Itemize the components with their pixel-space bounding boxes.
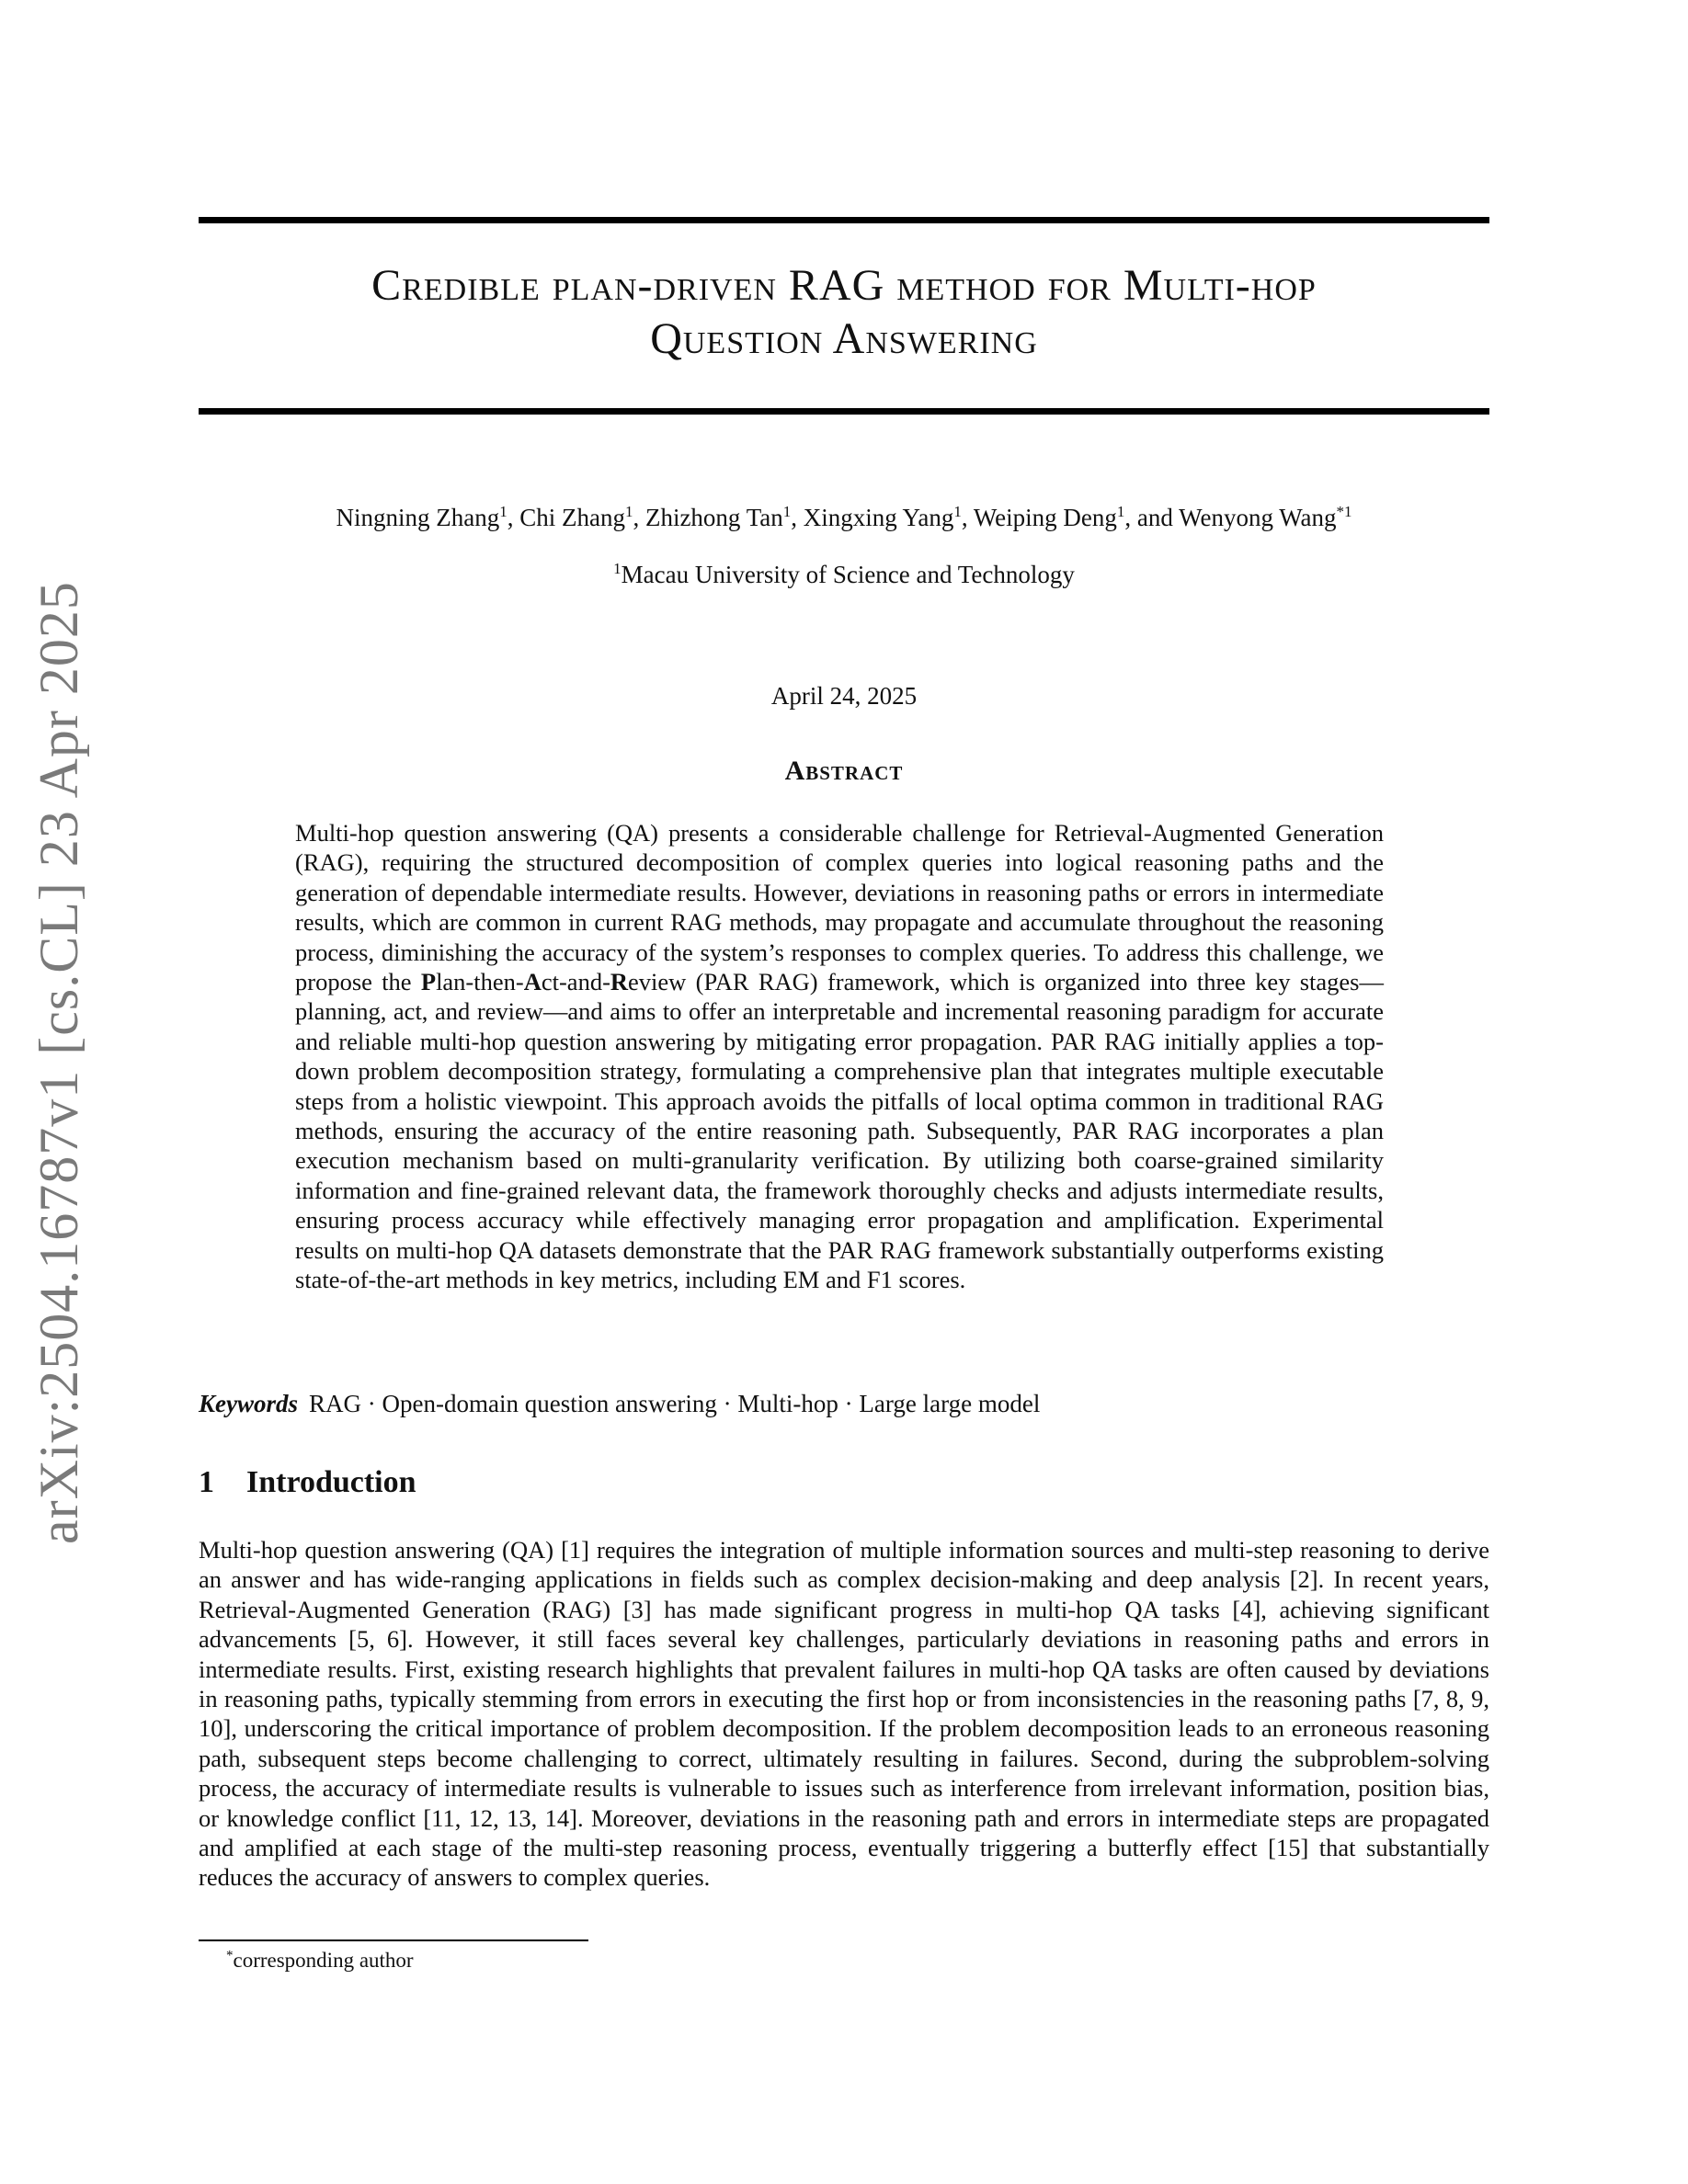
title-line-2: Question Answering: [650, 314, 1038, 363]
arxiv-identifier-stamp: arXiv:2504.16787v1 [cs.CL] 23 Apr 2025: [29, 581, 89, 1544]
abstract-text-part: lan-then-: [436, 968, 524, 996]
section-number: 1: [199, 1465, 214, 1499]
author-name: Chi Zhang: [519, 504, 625, 531]
footnote-mark: *: [226, 1948, 234, 1963]
author-affiliation-mark: 1: [953, 503, 962, 520]
footnote-rule: [199, 1939, 588, 1941]
affiliation-name: Macau University of Science and Technology: [621, 561, 1075, 588]
author-separator: ,: [507, 504, 520, 531]
author-name: Weiping Deng: [973, 504, 1117, 531]
author-separator: , and: [1124, 504, 1180, 531]
title-bottom-rule: [199, 408, 1489, 415]
section-title: Introduction: [246, 1465, 416, 1499]
affiliation-mark: 1: [613, 560, 622, 577]
abstract-bold-letter: A: [523, 968, 542, 996]
author-affiliation-mark: 1: [1116, 503, 1125, 520]
keywords-line: [199, 1390, 1489, 1418]
author-list: [199, 504, 1489, 532]
keywords-label: Keywords: [199, 1390, 298, 1417]
abstract-bold-letter: R: [610, 968, 629, 996]
author-name: Xingxing Yang: [803, 504, 954, 531]
author-name: Zhizhong Tan: [644, 504, 783, 531]
author-affiliation-mark: 1: [782, 503, 792, 520]
author-affiliation-mark: 1: [624, 503, 633, 520]
footnote: [226, 1949, 414, 1973]
paper-date: April 24, 2025: [770, 682, 918, 710]
author-separator: ,: [633, 504, 645, 531]
keywords-items: RAG · Open-domain question answering · Multi-hop · Large large model: [309, 1390, 1041, 1417]
affiliation: [199, 561, 1489, 589]
paper-title: [199, 259, 1489, 366]
author-affiliation-mark: 1: [499, 503, 508, 520]
title-line-1: Credible plan-driven RAG method for Multi-hop: [371, 261, 1317, 310]
author-name: Ningning Zhang: [336, 504, 500, 531]
abstract-text-part: Multi-hop question answering (QA) presents a considerable challenge for Retrieval-Augmented Generation (RAG), requiring the structured decomposition of complex queries into logical reasoning paths and the generation of dependable intermediate results. However, deviations in reasoning paths or errors in intermediate results, which are common in current RAG methods, may propagate and accumulate throughout the reasoning process, diminishing the accuracy of the system’s responses to complex queries. To address this challenge, we propose the: [295, 819, 1384, 996]
abstract-text-part: eview (PAR RAG) framework, which is organized into three key stages—planning, act, and review—and aims to offer an interpretable and incremental reasoning paradigm for accurate and reliable multi-hop question answering by mitigating error propagation. PAR RAG initially applies a top-down problem decomposition strategy, formulating a comprehensive plan that integrates multiple executable steps from a holistic viewpoint. This approach avoids the pitfalls of local optima common in traditional RAG methods, ensuring the accuracy of the entire reasoning path. Subsequently, PAR RAG incorporates a plan execution mechanism based on multi-granularity verification. By utilizing both coarse-grained similarity information and fine-grained relevant data, the framework thoroughly checks and adjusts intermediate results, ensuring process accuracy while effectively managing error propagation and amplification. Experimental results on multi-hop QA datasets demonstrate that the PAR RAG framework substantially outperforms existing state-of-the-art methods in key metrics, including EM and F1 scores.: [295, 968, 1384, 1294]
abstract-bold-letter: P: [420, 968, 437, 996]
author-affiliation-mark: *1: [1336, 503, 1352, 520]
author-name: Wenyong Wang: [1179, 504, 1337, 531]
abstract-text-part: ct-and-: [541, 968, 610, 996]
footnote-text: corresponding author: [233, 1949, 414, 1972]
abstract-heading: Abstract: [784, 756, 904, 786]
abstract-text: [295, 818, 1384, 1295]
title-top-rule: [199, 217, 1489, 223]
section-heading-introduction: [199, 1465, 416, 1500]
author-separator: ,: [961, 504, 974, 531]
introduction-paragraph: Multi-hop question answering (QA) [1] requires the integration of multiple information sources and multi-step reasoning to derive an answer and has wide-ranging applications in fields such as complex decision-making and deep analysis [2]. In recent years, Retrieval-Augmented Generation (RAG) [3] has made significant progress in multi-hop QA tasks [4], achieving significant advancements [5, 6]. However, it still faces several key challenges, particularly deviations in reasoning paths and errors in intermediate results. First, existing research highlights that prevalent failures in multi-hop QA tasks are often caused by deviations in reasoning paths, typically stemming from errors in executing the first hop or from inconsistencies in the reasoning paths [7, 8, 9, 10], underscoring the critical importance of problem decomposition. If the problem decomposition leads to an erroneous reasoning path, subsequent steps become challenging to correct, ultimately resulting in failures. Second, during the subproblem-solving process, the accuracy of intermediate results is vulnerable to issues such as interference from irrelevant information, position bias, or knowledge conflict [11, 12, 13, 14]. Moreover, deviations in the reasoning path and errors in intermediate steps are propagated and amplified at each stage of the multi-step reasoning process, eventually triggering a butterfly effect [15] that substantially reduces the accuracy of answers to complex queries.: [199, 1536, 1489, 1892]
author-separator: ,: [791, 504, 804, 531]
